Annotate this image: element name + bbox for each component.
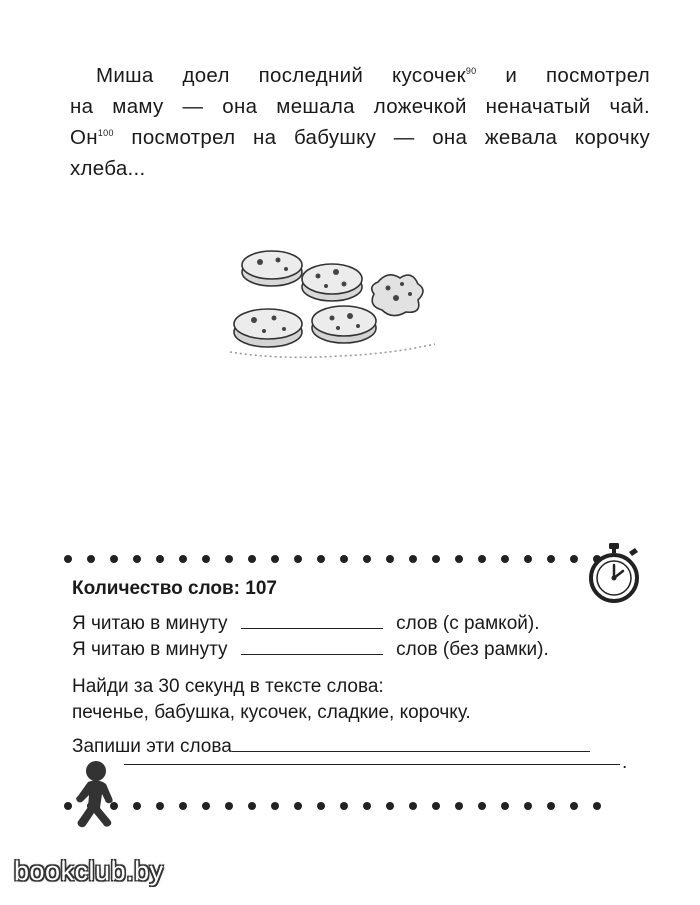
- divider-dot: [110, 555, 118, 563]
- stopwatch-icon: [585, 541, 643, 605]
- dotted-divider-bottom: [64, 800, 624, 812]
- divider-dot: [478, 555, 486, 563]
- find-words-list: печенье, бабушка, кусочек, сладкие, корочку.: [72, 702, 471, 723]
- story-line-2: на маму — она мешала ложечкой неначатый чай.: [70, 95, 650, 118]
- divider-dot: [179, 555, 187, 563]
- divider-dot: [547, 802, 555, 810]
- end-period: .: [622, 752, 628, 773]
- divider-dot: [570, 555, 578, 563]
- divider-dot: [432, 555, 440, 563]
- write-words-label: Запиши эти слова: [72, 736, 232, 757]
- divider-dot: [225, 802, 233, 810]
- find-words-instruction: Найди за 30 секунд в тексте слова:: [72, 676, 384, 697]
- divider-dot: [294, 555, 302, 563]
- reading-speed-row-1: [72, 613, 539, 635]
- divider-dot: [87, 555, 95, 563]
- story-text: [70, 60, 650, 184]
- divider-dot: [248, 555, 256, 563]
- divider-dot: [271, 802, 279, 810]
- divider-dot: [317, 555, 325, 563]
- story-line-1: Миша доел последний кусочек$^{90}$ и посмотрел: [96, 64, 650, 87]
- divider-dot: [202, 802, 210, 810]
- divider-dot: [547, 555, 555, 563]
- story-line-3: $Он^{100}$ посмотрел на бабушку — она жевала корочку: [70, 126, 650, 149]
- divider-dot: [455, 802, 463, 810]
- divider-dot: [593, 802, 601, 810]
- divider-dot: [64, 555, 72, 563]
- divider-dot: [524, 802, 532, 810]
- divider-dot: [386, 802, 394, 810]
- word-count-label: Количество слов: 107: [72, 578, 277, 599]
- running-child-icon: [66, 760, 122, 830]
- divider-dot: [133, 555, 141, 563]
- reading-speed-blank-1[interactable]: [241, 614, 383, 629]
- divider-dot: [133, 802, 141, 810]
- reading-speed-blank-2[interactable]: [241, 640, 383, 655]
- divider-dot: [271, 555, 279, 563]
- divider-dot: [409, 555, 417, 563]
- divider-dot: [340, 555, 348, 563]
- reading-speed-label: Я читаю в минуту: [72, 613, 228, 634]
- cookies-illustration: [220, 232, 450, 362]
- write-words-blank-1[interactable]: [232, 737, 590, 752]
- divider-dot: [156, 802, 164, 810]
- divider-dot: [501, 802, 509, 810]
- write-words-blank-2[interactable]: [124, 764, 620, 765]
- divider-dot: [501, 555, 509, 563]
- divider-dot: [409, 802, 417, 810]
- divider-dot: [317, 802, 325, 810]
- divider-dot: [363, 555, 371, 563]
- divider-dot: [570, 802, 578, 810]
- divider-dot: [294, 802, 302, 810]
- story-line-4: хлеба...: [70, 157, 146, 180]
- divider-dot: [363, 802, 371, 810]
- divider-dot: [248, 802, 256, 810]
- reading-speed-suffix: слов (без рамки).: [396, 639, 549, 660]
- divider-dot: [340, 802, 348, 810]
- divider-dot: [225, 555, 233, 563]
- watermark-text: bookclub.by: [14, 856, 164, 886]
- divider-dot: [478, 802, 486, 810]
- reading-speed-suffix: слов (с рамкой).: [396, 613, 540, 634]
- divider-dot: [455, 555, 463, 563]
- divider-dot: [386, 555, 394, 563]
- divider-dot: [432, 802, 440, 810]
- divider-dot: [524, 555, 532, 563]
- dotted-divider-top: [64, 553, 624, 565]
- reading-speed-row-2: [72, 639, 549, 661]
- divider-dot: [156, 555, 164, 563]
- write-words-row: [72, 736, 590, 758]
- divider-dot: [179, 802, 187, 810]
- divider-dot: [202, 555, 210, 563]
- reading-speed-label: Я читаю в минуту: [72, 639, 228, 660]
